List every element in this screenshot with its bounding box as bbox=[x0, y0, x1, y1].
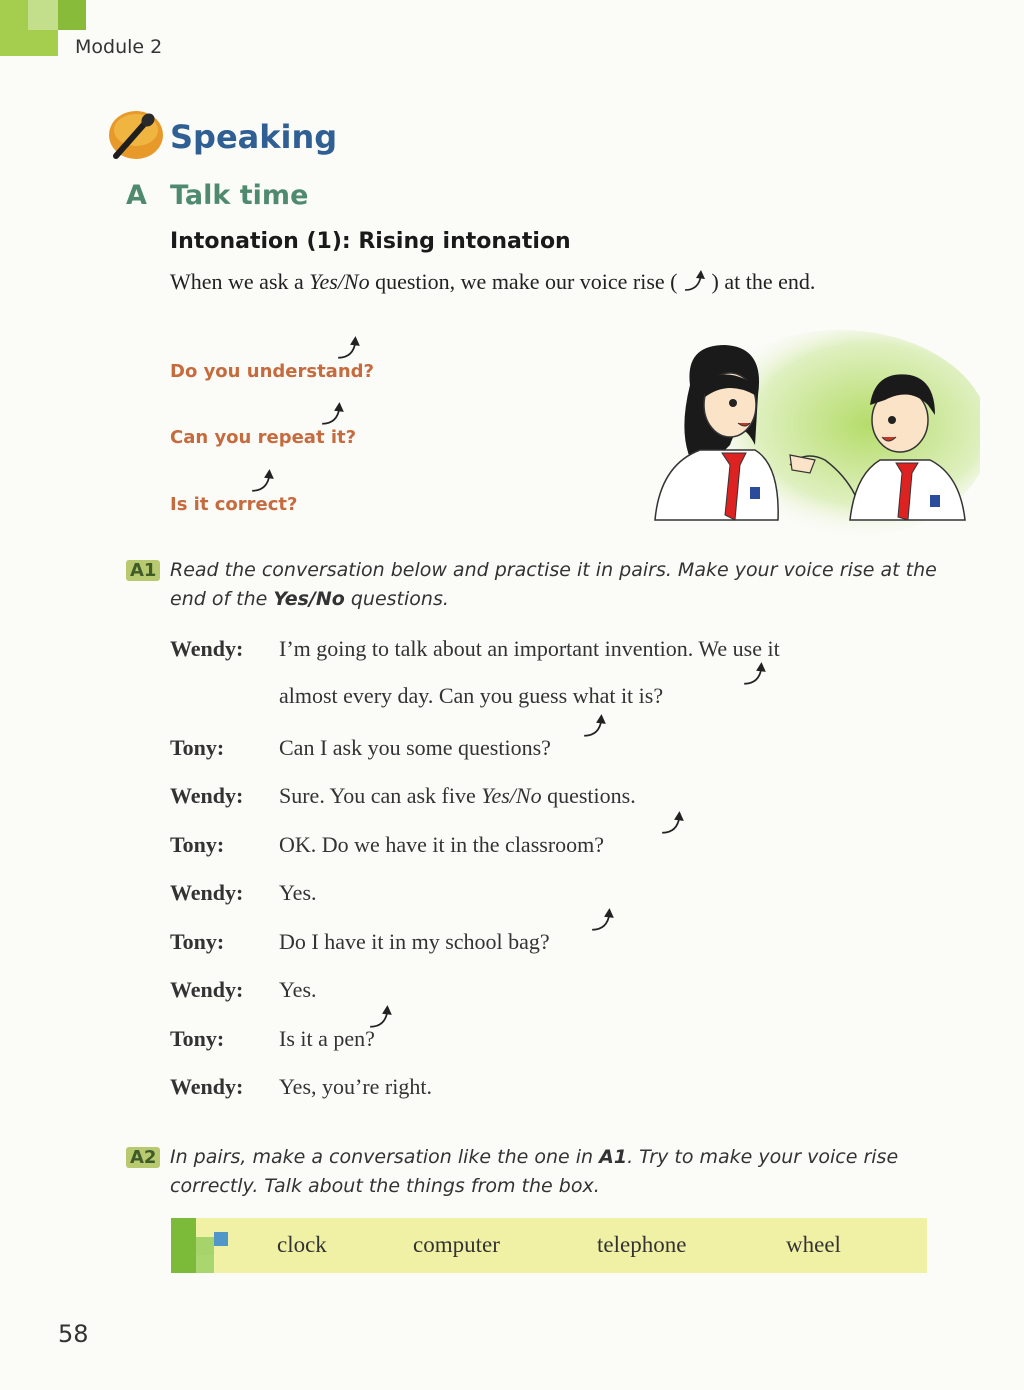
activity-instruction: In pairs, make a conversation like the one in A1. Try to make your voice rise correctly. Talk about the things from the box. bbox=[170, 1146, 899, 1197]
word-box-item: telephone bbox=[597, 1232, 687, 1257]
rising-intonation-arrow-icon bbox=[678, 270, 712, 292]
example-sentence: Is it correct? bbox=[170, 494, 298, 515]
speaker-label: Tony: bbox=[170, 929, 225, 954]
word-box-decoration bbox=[196, 1237, 214, 1255]
activity-instruction: Read the conversation below and practise it in pairs. Make your voice rise at the end of the Yes/No questions. bbox=[170, 559, 937, 610]
speaker-label: Wendy: bbox=[170, 1074, 244, 1099]
word-box-item: wheel bbox=[786, 1232, 841, 1257]
word-box-decoration bbox=[214, 1232, 228, 1246]
rising-intonation-arrow-icon bbox=[250, 469, 276, 493]
rising-intonation-arrow-icon bbox=[660, 811, 686, 835]
dialogue-line: Yes, you’re right. bbox=[279, 1074, 432, 1099]
speaker-label: Tony: bbox=[170, 832, 225, 857]
page-number: 58 bbox=[58, 1320, 89, 1348]
corner-tab-light bbox=[28, 0, 58, 30]
section-title: Speaking bbox=[170, 118, 338, 156]
corner-tab-dark bbox=[58, 0, 86, 30]
intonation-explanation: When we ask a Yes/No question, we make our voice rise ( ) at the end. bbox=[170, 269, 816, 294]
speaker-label: Wendy: bbox=[170, 880, 244, 905]
rising-intonation-arrow-icon bbox=[336, 336, 362, 360]
word-box-item: computer bbox=[413, 1232, 500, 1257]
speaker-label: Wendy: bbox=[170, 636, 244, 661]
example-sentence: Do you understand? bbox=[170, 361, 374, 382]
microphone-icon bbox=[108, 108, 164, 160]
rising-intonation-arrow-icon bbox=[320, 402, 346, 426]
dialogue-line: almost every day. Can you guess what it is? bbox=[279, 683, 664, 708]
speaker-label: Wendy: bbox=[170, 977, 244, 1002]
dialogue-line: Yes. bbox=[279, 880, 317, 905]
word-box-decoration bbox=[171, 1218, 196, 1273]
rising-intonation-arrow-icon bbox=[582, 714, 608, 738]
word-box-decoration bbox=[196, 1255, 214, 1273]
dialogue-line: Can I ask you some questions? bbox=[279, 735, 551, 760]
speaker-label: Tony: bbox=[170, 1026, 225, 1051]
rising-intonation-arrow-icon bbox=[742, 662, 768, 686]
students-illustration bbox=[630, 325, 980, 540]
speaker-label: Tony: bbox=[170, 735, 225, 760]
speaker-label: Wendy: bbox=[170, 783, 244, 808]
subsection-letter: A bbox=[126, 180, 147, 211]
dialogue-line: Yes. bbox=[279, 977, 317, 1002]
intonation-title: Intonation (1): Rising intonation bbox=[170, 229, 571, 254]
activity-tag: A2 bbox=[126, 1147, 160, 1168]
example-sentence: Can you repeat it? bbox=[170, 427, 357, 448]
dialogue-line: Is it a pen? bbox=[279, 1026, 375, 1051]
dialogue-line: Sure. You can ask five Yes/No questions. bbox=[279, 783, 636, 808]
dialogue-line: OK. Do we have it in the classroom? bbox=[279, 832, 605, 857]
dialogue-line: Do I have it in my school bag? bbox=[279, 929, 550, 954]
rising-intonation-arrow-icon bbox=[590, 908, 616, 932]
dialogue-line: I’m going to talk about an important invention. We use it bbox=[279, 636, 780, 661]
subsection-title: Talk time bbox=[170, 180, 309, 211]
module-label: Module 2 bbox=[75, 36, 163, 58]
word-box-item: clock bbox=[277, 1232, 327, 1257]
activity-tag: A1 bbox=[126, 560, 160, 581]
